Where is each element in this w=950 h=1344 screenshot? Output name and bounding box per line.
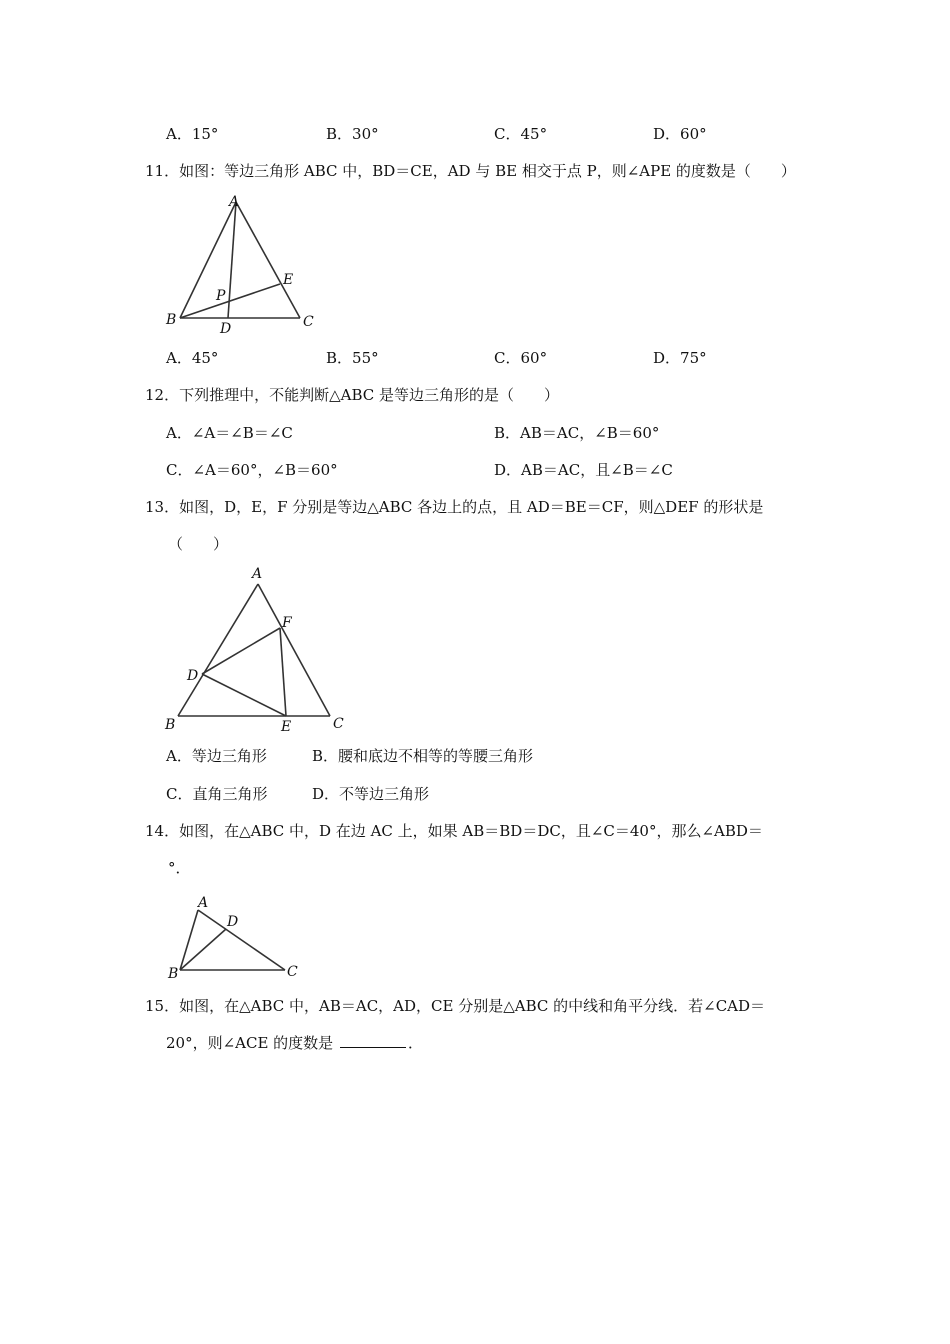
q13-label-d: D (187, 668, 199, 684)
q11-option-d: D．75° (653, 349, 707, 367)
q13-side-ac (258, 584, 330, 716)
q11-stem: 11．如图：等边三角形 ABC 中，BD＝CE，AD 与 BE 相交于点 P，则∠APE 的度数是（ ） (145, 162, 796, 180)
q11-label-p: P (216, 288, 226, 304)
q14-stem: 14．如图，在△ABC 中，D 在边 AC 上，如果 AB＝BD＝DC，且∠C＝40°，那么∠ABD＝ (145, 822, 763, 840)
q12-stem: 12．下列推理中，不能判断△ABC 是等边三角形的是（ ） (145, 386, 560, 404)
q15-answer-blank[interactable] (340, 1033, 406, 1048)
q15-stem: 15．如图，在△ABC 中，AB＝AC，AD，CE 分别是△ABC 的中线和角平分线．若∠CAD＝ (145, 997, 766, 1015)
q13-label-f: F (282, 615, 292, 631)
q13-option-b: B．腰和底边不相等的等腰三角形 (312, 747, 534, 765)
q10-option-d: D．60° (653, 125, 707, 143)
q13-option-d: D．不等边三角形 (312, 785, 430, 803)
q11-side-ac (236, 202, 300, 318)
q14-label-b: B (168, 966, 179, 982)
q13-segment-ef (280, 628, 286, 716)
q13-segment-df (202, 628, 280, 674)
q10-option-a: A．15° (166, 125, 219, 143)
q14-tail: °． (168, 859, 191, 877)
q11-label-e: E (283, 272, 294, 288)
q14-label-c: C (287, 964, 298, 980)
q11-figure (150, 188, 340, 338)
q14-side-ac (198, 910, 285, 970)
q13-label-a: A (252, 566, 263, 582)
q11-label-c: C (303, 314, 314, 330)
q12-option-a: A．∠A＝∠B＝∠C (166, 424, 293, 442)
q14-label-d: D (227, 914, 239, 930)
q13-label-e: E (281, 719, 292, 735)
q11-option-c: C．60° (494, 349, 548, 367)
q13-label-c: C (333, 716, 344, 732)
q12-option-d: D．AB＝AC，且∠B＝∠C (494, 461, 673, 479)
q11-side-ab (180, 202, 236, 318)
q13-paren: （ ） (168, 535, 229, 553)
q13-stem: 13．如图，D，E，F 分别是等边△ABC 各边上的点，且 AD＝BE＝CF，则△DEF 的形状是 (145, 498, 764, 516)
q15-line2-suffix: ． (407, 1034, 423, 1052)
q11-label-d: D (220, 321, 232, 337)
q13-label-b: B (165, 717, 176, 733)
q11-label-b: B (166, 312, 177, 328)
q13-segment-de (202, 674, 286, 716)
q13-option-a: A．等边三角形 (166, 747, 267, 765)
q15-line2-prefix: 20°，则∠ACE 的度数是 (166, 1034, 334, 1052)
q14-figure (160, 890, 310, 985)
q10-option-b: B．30° (326, 125, 379, 143)
q12-option-b: B．AB＝AC，∠B＝60° (494, 424, 660, 442)
q13-figure (160, 562, 360, 737)
q11-option-b: B．55° (326, 349, 379, 367)
q15-line2 (166, 1033, 423, 1053)
q11-label-a: A (229, 194, 240, 210)
q12-option-c: C．∠A＝60°，∠B＝60° (166, 461, 338, 479)
q14-label-a: A (198, 895, 209, 911)
q13-option-c: C．直角三角形 (166, 785, 268, 803)
q10-option-c: C．45° (494, 125, 548, 143)
q11-option-a: A．45° (166, 349, 219, 367)
